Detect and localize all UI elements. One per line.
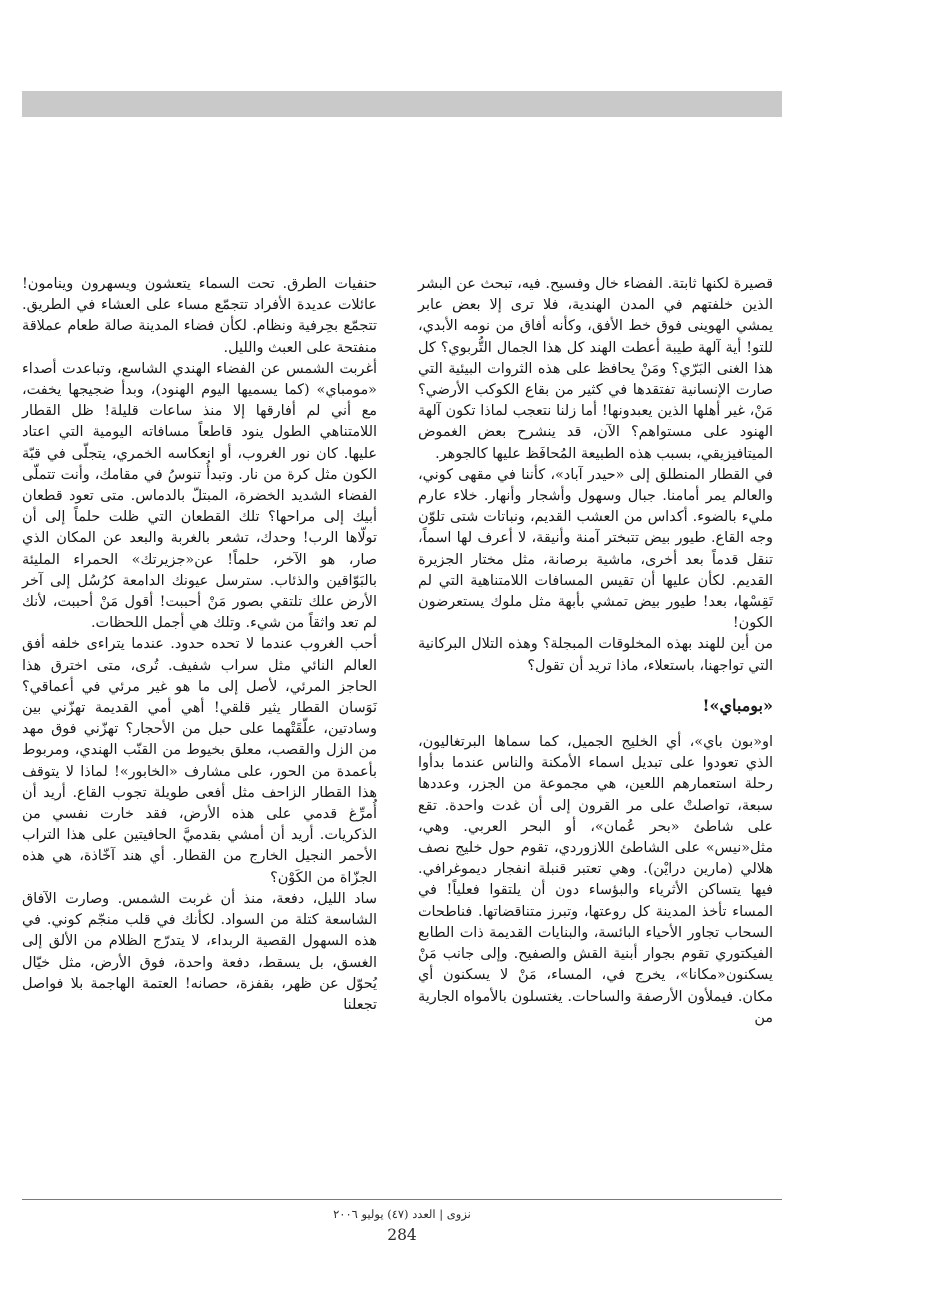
right-column: [418, 274, 773, 1029]
paragraph: او«بون باي»، أي الخليج الجميل، كما سماها البرتغاليون، الذي تعودوا على تبديل اسماء الأمكنة والناس عندما بدأوا رحلة استعمارهم اللعين، هي مجموعة من الجزر، وعددها سبعة، تواصلتْ على مر القرون إلى أن غدت واحدة. تقع على شاطئ «بحر عُمان»، أو البحر العربي. وهي، مثل«نيس» على الشاطئ اللازوردي، تقوم حول خليج نصف هلالي (مارين درايْن). وهي تعتبر قنبلة انفجار ديموغرافي. فيها يتساكن الأثرياء والبؤساء دون أن يلتقوا فعلياً! في المساء تأخذ المدينة كل روعتها، وتبرز متناقضاتها. فناطحات السحاب تجاور الأحياء البائسة، والبنايات القديمة ذات الطابع الفيكتوري تقوم بجوار أبنية القش والصفيح. وإلى جانب مَنْ يسكنون«مكانا»، يخرج في، المساء، مَنْ لا يسكنون أي مكان. فيملأون الأرصفة والساحات. يغتسلون بالأمواه الجارية من: [418, 734, 773, 1026]
paragraph: أغربت الشمس عن الفضاء الهندي الشاسع، وتباعدت أصداء «مومباي» (كما يسميها اليوم الهنود)، وبدأ ضجيجها يخفت، مع أني لم أفارقها إلا منذ ساعات قليلة! ظل القطار اللامتناهي الطول ينود قاطعاً مسافاته اليومية التي اعتاد عليها. كان نور الغروب، أو انعكاسه الخمري، يتجلّى في قبّة الكون مثل كرة من نار. وتبدأُ تنوسُ في مقامك، وأنت تتملّى الفضاء الشديد الخضرة، المبتلّ بالدماس. متى تعود قطعان أبيك إلى مراحها؟ تلك القطعان التي ظلت حلماً إلى أن تولّاها الرب! وحدك، تشعر بالغربة والبعد عن المكان الذي صار، هو الآخر، حلماً! عن«جزيرتك» الحمراء المليئة بالبَوّاقين والذئاب. سترسل عيونك الدامعة كرُسُل إلى آخر الأرض علك تلتقي بصور مَنْ أحببت! أقول مَنْ أحببت، لأنك لم تعد واثقاً من شيء. وتلك هي أجمل اللحظات.: [22, 360, 377, 632]
paragraph: قصيرة لكنها ثابتة. الفضاء خال وفسيح. فيه، تبحث عن البشر الذين خلفتهم في المدن الهندية، فلا ترى إلا بعض عابر يمشي الهوينى فوق خط الأفق، وكأنه أفاق من نومه الأبدي، للتو! أية آلهة طيبة أعطت الهند كل هذا الجمال التُّربوي؟ كل هذا الغنى البَرّي؟ ومَنْ يحافظ على هذه الثروات البيئية التي صارت الإنسانية تفتقدها في كثير من بقاع الكوكب الأرضي؟ مَنْ، غير أهلها الذين يعبدونها! أما زلنا نتعجب لماذا تكون آلهة الهنود على مستواهم؟ الآن، قد ينشرح بعض الغموض الميتافيزيقي، بسبب هذه الطبيعة المُحافَظ عليها كالجوهر.: [418, 276, 773, 462]
paragraph: من أين للهند بهذه المخلوقات المبجلة؟ وهذه التلال البركانية التي تواجهنا، باستعلاء، ماذا تريد أن تقول؟: [418, 636, 773, 674]
left-column: [22, 274, 377, 1016]
footer-divider: [22, 1199, 782, 1200]
header-band: [22, 91, 782, 117]
page-number: 284: [387, 1226, 417, 1244]
section-heading: «بومباي»!: [702, 695, 773, 715]
footer-publication: نزوى | العدد (٤٧) يوليو ٢٠٠٦: [333, 1207, 471, 1221]
paragraph: حنفيات الطرق. تحت السماء يتعشون ويسهرون وينامون! عائلات عديدة الأفراد تتجمّع مساء على العشاء في الطريق. تتجمّع بحِرفية ونظام. لكأن فضاء المدينة صالة طعام عملاقة منفتحة على العبث والليل.: [22, 276, 377, 356]
paragraph: ساد الليل، دفعة، منذ أن غربت الشمس. وصارت الآفاق الشاسعة كتلة من السواد. لكأنك في قلب منجّم كوني. في هذه السهول القصية الربداء، لا يتدرّج الظلام من الألق إلى الغسق، بل يسقط، دفعة واحدة، فوق الأرض، مثل خيّال يُحوّل عن ظهر، بقفزة، حصانه! العتمة الهاجمة بلا فواصل تجعلنا: [22, 890, 377, 1013]
paragraph: أحب الغروب عندما لا تحده حدود. عندما يتراءى خلفه أفق العالم النائي مثل سراب شفيف. تُرى، متى اخترق هذا الحاجز المرئي، لأصل إلى ما هو غير مرئي في أعماقي؟ نَوَسان القطار يثير قلقي! أهي أمي القديمة تهزّني بين وسادتين، علّقَتْهما على حبل من الأحجار؟ تهزّني فوق مهد من الزل والقصب، معلق بخيوط من القنّب الهندي، ومربوط بأعمدة من الحور، على مشارف «الخابور»! لماذا لا يتوقف هذا القطار الزاحف مثل أفعى طويلة تجوب القاع. أريد أن أُمرِّغ قدمي على هذه الأرض، فقد خارت نفسي من الذكريات. أريد أن أمشي بقدميَّ الحافيتين على هذا التراب الأحمر النجيل الخارج من القطار. أي هند آخّاذة، هي هذه الجزّاة من الكَوْن؟: [22, 636, 377, 886]
paragraph: في القطار المنطلق إلى «حيدر آباد»، كأننا في مقهى كوني، والعالم يمر أمامنا. جبال وسهول وأشجار وأنهار. خلاء عارم مليء بالضوء. أكداس من العشب القديم، ونباتات شتى تلوّن وجه القاع. طيور بيض تتبختر آمنة وأنيقة، لا أعرف لها اسماً، تنقل قدماً بعد أخرى، ماشية برصانة، مثل مختار الجزيرة القديم. لكأن عليها أن تقيس المسافات اللامتناهية التي لم تَقِسْها، بعد! طيور بيض تمشي بأبهة مثل ملوك يستعرضون الكون!: [418, 466, 773, 632]
